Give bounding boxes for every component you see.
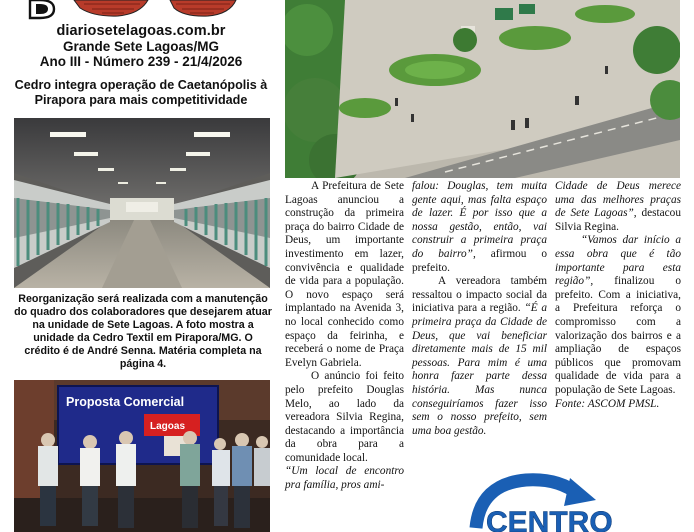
article-quote: “Um local de encontro pra família, pros ami- — [285, 465, 404, 492]
plaza-rendering-photo — [285, 0, 680, 178]
event-banner-title: Proposta Comercial — [66, 395, 185, 409]
article-text: afirmou o prefeito. — [412, 247, 548, 274]
article-column-1 — [285, 180, 404, 493]
article-quote: falou: Douglas, tem muita gente aqui, mas falta espaço de lazer. É por isso que a nossa gestão, então, vai construir a primeira praça do bairro”, — [412, 180, 547, 260]
site-url[interactable]: diariosetelagoas.com.br — [56, 23, 226, 39]
centro-logo-ad[interactable] — [440, 470, 654, 532]
article-paragraph: O anúncio foi feito pelo prefeito Douglas Melo, ao lado da vereadora Silvia Regina, destacando a importância da obra para a comunidade local. — [285, 370, 404, 464]
factory-photo — [14, 118, 270, 288]
logo-inner-d — [36, 4, 48, 14]
event-banner-subtitle: Lagoas — [150, 421, 186, 432]
article-column-2 — [412, 180, 547, 438]
logo-brick-wall-icon-2 — [170, 0, 236, 16]
headline: Cedro integra operação de Caetanópolis à Pirapora para mais competitividade — [14, 78, 268, 107]
masthead — [0, 24, 282, 69]
left-column — [0, 0, 282, 532]
article-column-3 — [555, 180, 681, 411]
logo-card-text: CENTRO — [486, 506, 613, 532]
article-text: destacou Silvia Regina. — [555, 207, 681, 233]
event-photo — [14, 380, 270, 532]
newspaper-logo-strip — [0, 0, 282, 22]
article-quote: “Vamos dar início a essa obra que é tão importante para esta região”, — [555, 234, 681, 288]
issue-line: Ano III - Número 239 - 21/4/2026 — [39, 54, 243, 69]
article-source: Fonte: ASCOM PMSL. — [555, 397, 660, 410]
factory-photo-caption: Reorganização será realizada com a manutenção do quadro dos colaboradores que desejarem atuar na unidade de Sete Lagoas. A foto mostra a unidade da Cedro Textil em Pirapora/MG. O crédito é de André Senna. Matéria completa na página 4. — [14, 293, 272, 370]
article-quote: Cidade de Deus merece uma das melhores praças de Sete Lagoas”, — [555, 180, 681, 220]
article-paragraph: A Prefeitura de Sete Lagoas anunciou a construção da primeira praça do bairro Cidade de Deus, um importante investimento em lazer, convivência e qualidade de vida para a população. O novo espaço será implantado na Avenida 3, no local conhecido como espaço da feirinha, e receberá o nome de Praça Evelyn Gabriela. — [285, 180, 404, 369]
region-title: Grande Sete Lagoas/MG — [62, 39, 220, 54]
article-text: finalizou o prefeito. Com a iniciativa, a Prefeitura reforça o compromisso com a valorização dos bairros e a ampliação de espaços públicos que promovam qualidade de vida para a população de Sete Lagoas. — [555, 275, 681, 396]
logo-brick-wall-icon — [74, 0, 148, 16]
article-quote: “É a primeira praça da Cidade de Deus, que vai beneficiar diretamente mais de 15 mil pessoas. Para mim é uma honra fazer parte dessa história. Mas nunca conseguiríamos fazer isso sem o nosso prefeito, sem uma boa gestão. — [412, 302, 547, 437]
article-paragraph: A vereadora também ressaltou o impacto social da iniciativa para a região. — [412, 275, 547, 315]
